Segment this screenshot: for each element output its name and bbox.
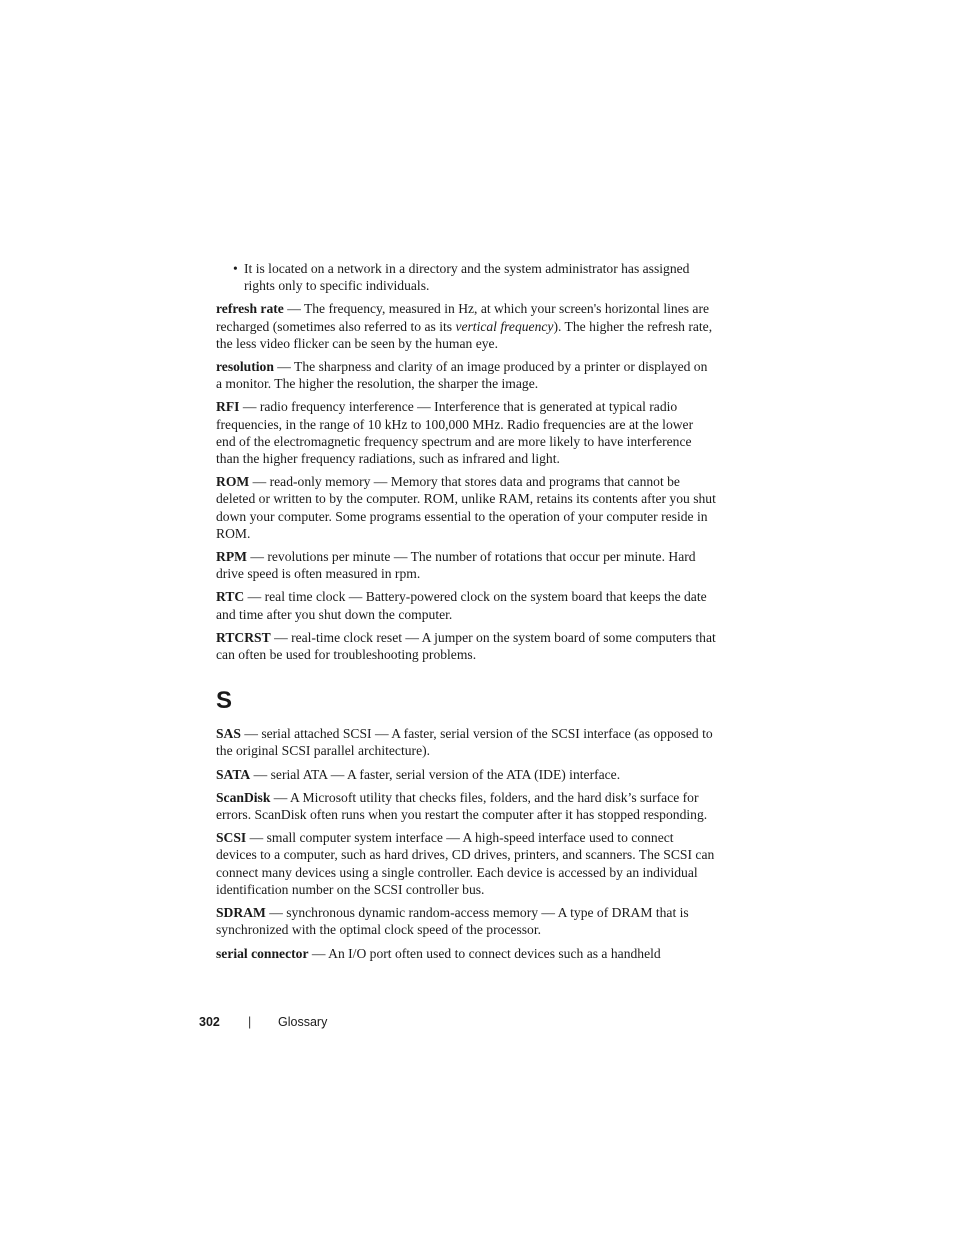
glossary-term: SAS	[216, 726, 241, 742]
glossary-definition-continued: ). The higher the refresh rate, the less video flicker can be seen by the human eye.	[216, 318, 713, 351]
glossary-entry	[216, 789, 716, 823]
glossary-definition: — small computer system interface — A high-speed interface used to connect devices to a computer, such as hard drives, CD drives, printers, and scanners. The SCSI can connect many devices using a single controller. Each device is accessed by an individual identification number on the SCSI controller bus.	[216, 830, 715, 897]
page-footer	[199, 1015, 327, 1029]
glossary-term: serial connector	[216, 945, 309, 961]
entries-r	[216, 300, 716, 663]
footer-section: Glossary	[278, 1015, 328, 1029]
glossary-definition: — synchronous dynamic random-access memory — A type of DRAM that is synchronized with the optimal clock speed of the processor.	[216, 905, 689, 938]
glossary-definition: — real-time clock reset — A jumper on the system board of some computers that can often be used for troubleshooting problems.	[216, 629, 716, 663]
glossary-entry	[216, 945, 716, 962]
glossary-definition: — A Microsoft utility that checks files, folders, and the hard disk’s surface for errors. ScanDisk often runs when you restart the computer after it has stopped responding.	[216, 789, 708, 823]
glossary-entry	[216, 473, 716, 542]
glossary-entry	[216, 398, 716, 467]
glossary-entry	[216, 766, 716, 783]
glossary-definition: — The frequency, measured in Hz, at which your screen's horizontal lines are recharged (sometimes also referred to as its	[216, 301, 710, 334]
glossary-definition: — serial attached SCSI — A faster, serial version of the SCSI interface (as opposed to the original SCSI parallel architecture).	[216, 726, 713, 759]
footer-separator: |	[248, 1015, 252, 1029]
bullet-text: It is located on a network in a directory and the system administrator has assigned rights only to specific individuals.	[244, 261, 690, 294]
glossary-term: RTCRST	[216, 629, 271, 645]
glossary-entry	[216, 629, 716, 663]
glossary-term: refresh rate	[216, 301, 284, 317]
glossary-entry	[216, 300, 716, 352]
glossary-definition: — radio frequency interference — Interference that is generated at typical radio frequencies, in the range of 10 kHz to 100,000 MHz. Radio frequencies are at the lower end of the electromagnetic frequency spectrum and are more likely to have interference than the higher frequency radiations, such as infrared and light.	[216, 399, 694, 467]
glossary-entry	[216, 588, 716, 622]
glossary-term: resolution	[216, 359, 274, 375]
glossary-entry	[216, 358, 716, 392]
bullet-item	[216, 260, 716, 294]
glossary-entry	[216, 725, 716, 759]
glossary-entry	[216, 548, 716, 582]
glossary-term: SCSI	[216, 830, 247, 846]
glossary-term: RPM	[216, 549, 247, 565]
glossary-definition: — read-only memory — Memory that stores data and programs that cannot be deleted or written to by the computer. ROM, unlike RAM, retains its contents after you shut down your computer. Some programs essential to the operation of your computer reside in ROM.	[216, 474, 716, 541]
glossary-content	[216, 260, 716, 968]
entries-s	[216, 725, 716, 961]
glossary-entry	[216, 829, 716, 898]
glossary-emphasis: vertical frequency	[455, 318, 554, 334]
glossary-entry	[216, 904, 716, 938]
section-heading-s: S	[216, 687, 233, 715]
glossary-definition: — The sharpness and clarity of an image produced by a printer or displayed on a monitor. The higher the resolution, the sharper the image.	[216, 359, 708, 392]
glossary-term: RTC	[216, 589, 245, 605]
glossary-definition: — revolutions per minute — The number of rotations that occur per minute. Hard drive speed is often measured in rpm.	[216, 549, 696, 582]
glossary-term: RFI	[216, 399, 240, 415]
glossary-definition: — serial ATA — A faster, serial version of the ATA (IDE) interface.	[250, 766, 621, 782]
glossary-term: SATA	[216, 766, 251, 782]
glossary-definition: — real time clock — Battery-powered clock on the system board that keeps the date and time after you shut down the computer.	[216, 589, 707, 622]
glossary-term: ScanDisk	[216, 789, 271, 805]
bullet-dot: •	[233, 261, 238, 276]
page-number: 302	[199, 1015, 220, 1029]
glossary-definition: — An I/O port often used to connect devices such as a handheld	[308, 945, 661, 961]
glossary-term: SDRAM	[216, 905, 266, 921]
glossary-term: ROM	[216, 474, 250, 490]
